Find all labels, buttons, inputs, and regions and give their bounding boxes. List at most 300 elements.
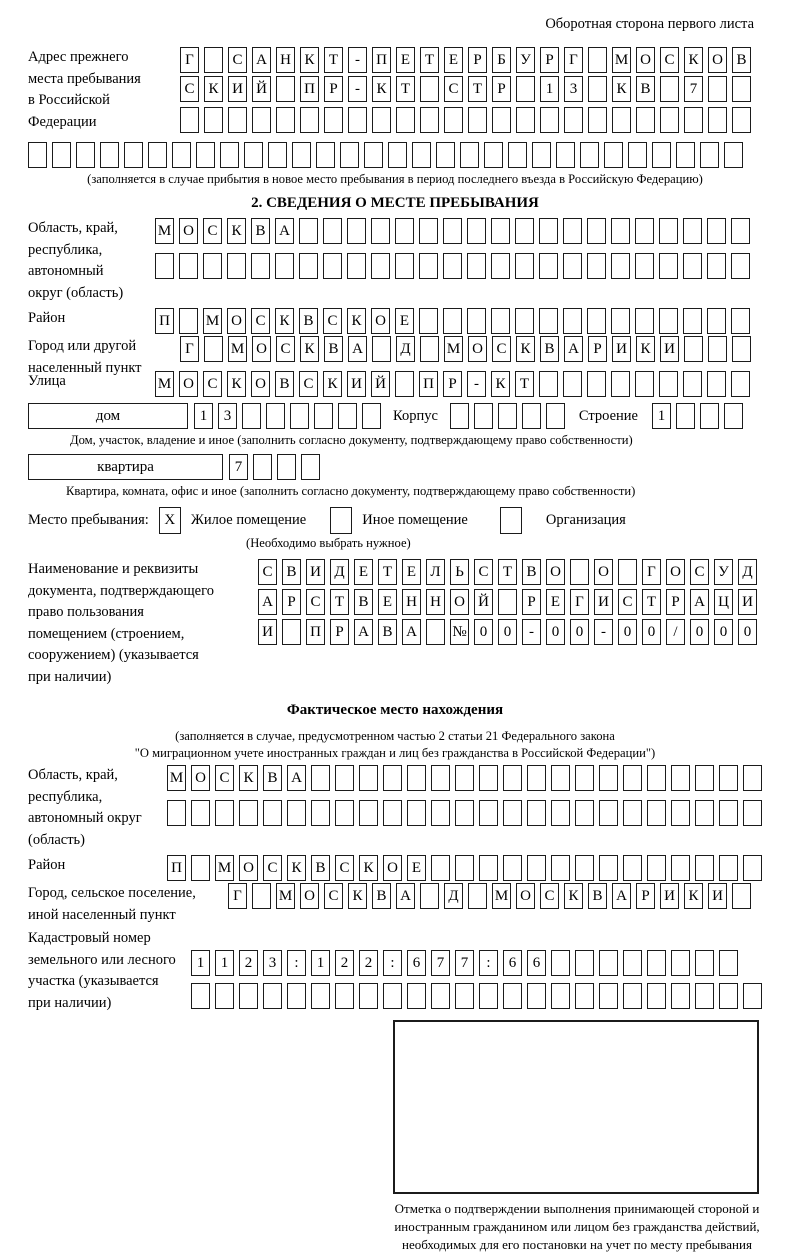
char-box[interactable] xyxy=(628,142,647,168)
char-box[interactable]: С xyxy=(203,218,222,244)
char-box[interactable] xyxy=(292,142,311,168)
char-box[interactable] xyxy=(503,983,522,1009)
char-box[interactable] xyxy=(396,107,415,133)
char-box[interactable] xyxy=(491,218,510,244)
char-box[interactable] xyxy=(484,142,503,168)
char-box[interactable]: И xyxy=(738,589,757,615)
char-box[interactable]: У xyxy=(714,559,733,585)
char-box[interactable] xyxy=(323,218,342,244)
char-box[interactable] xyxy=(52,142,71,168)
char-box[interactable] xyxy=(575,855,594,881)
char-box[interactable] xyxy=(407,983,426,1009)
char-box[interactable] xyxy=(419,308,438,334)
char-box[interactable] xyxy=(253,454,272,480)
char-box[interactable] xyxy=(647,765,666,791)
char-box[interactable]: И xyxy=(306,559,325,585)
char-box[interactable] xyxy=(276,107,295,133)
char-box[interactable]: М xyxy=(203,308,222,334)
char-box[interactable]: 0 xyxy=(690,619,709,645)
char-box[interactable]: К xyxy=(275,308,294,334)
char-box[interactable] xyxy=(503,855,522,881)
char-box[interactable]: О xyxy=(191,765,210,791)
char-box[interactable] xyxy=(700,403,719,429)
char-box[interactable] xyxy=(743,983,762,1009)
char-box[interactable] xyxy=(599,950,618,976)
char-box[interactable] xyxy=(700,142,719,168)
char-box[interactable] xyxy=(468,107,487,133)
char-box[interactable] xyxy=(359,765,378,791)
char-box[interactable] xyxy=(383,765,402,791)
char-box[interactable] xyxy=(707,253,726,279)
char-box[interactable]: С xyxy=(323,308,342,334)
char-box[interactable] xyxy=(539,308,558,334)
char-box[interactable] xyxy=(570,559,589,585)
char-box[interactable]: 1 xyxy=(215,950,234,976)
char-box[interactable]: В xyxy=(299,308,318,334)
char-box[interactable] xyxy=(707,371,726,397)
char-box[interactable]: 0 xyxy=(474,619,493,645)
char-box[interactable] xyxy=(516,107,535,133)
char-box[interactable] xyxy=(683,308,702,334)
char-box[interactable]: В xyxy=(311,855,330,881)
char-box[interactable] xyxy=(124,142,143,168)
char-box[interactable] xyxy=(599,800,618,826)
char-box[interactable]: Р xyxy=(443,371,462,397)
char-box[interactable] xyxy=(503,800,522,826)
char-box[interactable]: К xyxy=(372,76,391,102)
char-box[interactable]: П xyxy=(419,371,438,397)
char-box[interactable]: М xyxy=(444,336,463,362)
char-box[interactable] xyxy=(515,253,534,279)
char-box[interactable]: - xyxy=(348,47,367,73)
char-box[interactable]: А xyxy=(258,589,277,615)
char-box[interactable]: С xyxy=(203,371,222,397)
char-box[interactable] xyxy=(338,403,357,429)
char-box[interactable]: В xyxy=(732,47,751,73)
char-box[interactable]: П xyxy=(300,76,319,102)
char-box[interactable]: 1 xyxy=(191,950,210,976)
char-box[interactable]: Т xyxy=(330,589,349,615)
char-box[interactable]: К xyxy=(323,371,342,397)
char-box[interactable] xyxy=(604,142,623,168)
char-box[interactable]: / xyxy=(666,619,685,645)
char-box[interactable] xyxy=(563,308,582,334)
char-box[interactable] xyxy=(263,800,282,826)
char-box[interactable]: Р xyxy=(492,76,511,102)
char-box[interactable] xyxy=(431,765,450,791)
char-box[interactable] xyxy=(587,308,606,334)
char-box[interactable]: 0 xyxy=(570,619,589,645)
char-box[interactable] xyxy=(551,765,570,791)
char-box[interactable] xyxy=(347,218,366,244)
char-box[interactable] xyxy=(671,800,690,826)
char-box[interactable]: П xyxy=(155,308,174,334)
char-box[interactable]: О xyxy=(666,559,685,585)
char-box[interactable]: В xyxy=(522,559,541,585)
char-box[interactable] xyxy=(467,308,486,334)
char-box[interactable] xyxy=(618,559,637,585)
char-box[interactable] xyxy=(299,253,318,279)
char-box[interactable] xyxy=(611,308,630,334)
char-box[interactable]: Т xyxy=(420,47,439,73)
char-box[interactable]: О xyxy=(516,883,535,909)
char-box[interactable] xyxy=(732,76,751,102)
char-box[interactable]: О xyxy=(251,371,270,397)
char-box[interactable]: 3 xyxy=(218,403,237,429)
char-box[interactable] xyxy=(540,107,559,133)
char-box[interactable] xyxy=(239,983,258,1009)
char-box[interactable] xyxy=(492,107,511,133)
char-box[interactable] xyxy=(340,142,359,168)
char-box[interactable] xyxy=(479,855,498,881)
char-box[interactable] xyxy=(599,765,618,791)
char-box[interactable] xyxy=(695,855,714,881)
char-box[interactable] xyxy=(724,142,743,168)
char-box[interactable] xyxy=(587,218,606,244)
char-box[interactable] xyxy=(647,983,666,1009)
char-box[interactable] xyxy=(539,253,558,279)
char-box[interactable]: 1 xyxy=(311,950,330,976)
char-box[interactable] xyxy=(290,403,309,429)
char-box[interactable] xyxy=(300,107,319,133)
char-box[interactable] xyxy=(228,107,247,133)
char-box[interactable]: 2 xyxy=(239,950,258,976)
char-box[interactable] xyxy=(719,800,738,826)
char-box[interactable]: К xyxy=(516,336,535,362)
char-box[interactable] xyxy=(239,800,258,826)
char-box[interactable]: К xyxy=(612,76,631,102)
char-box[interactable] xyxy=(359,800,378,826)
char-box[interactable]: К xyxy=(491,371,510,397)
char-box[interactable]: О xyxy=(179,218,198,244)
char-box[interactable] xyxy=(743,855,762,881)
char-box[interactable]: Е xyxy=(378,589,397,615)
char-box[interactable] xyxy=(719,855,738,881)
char-box[interactable]: Е xyxy=(444,47,463,73)
char-box[interactable]: В xyxy=(378,619,397,645)
char-box[interactable]: Н xyxy=(402,589,421,615)
char-box[interactable]: Т xyxy=(468,76,487,102)
char-box[interactable] xyxy=(420,76,439,102)
char-box[interactable]: М xyxy=(492,883,511,909)
char-box[interactable]: С xyxy=(690,559,709,585)
char-box[interactable] xyxy=(635,218,654,244)
char-box[interactable]: П xyxy=(372,47,391,73)
char-box[interactable]: - xyxy=(467,371,486,397)
char-box[interactable] xyxy=(347,253,366,279)
char-box[interactable]: О xyxy=(179,371,198,397)
char-box[interactable]: Е xyxy=(546,589,565,615)
char-box[interactable] xyxy=(196,142,215,168)
char-box[interactable]: И xyxy=(660,336,679,362)
char-box[interactable] xyxy=(76,142,95,168)
char-box[interactable] xyxy=(635,371,654,397)
char-box[interactable]: С xyxy=(618,589,637,615)
char-box[interactable] xyxy=(311,983,330,1009)
char-box[interactable] xyxy=(676,142,695,168)
char-box[interactable] xyxy=(191,983,210,1009)
char-box[interactable] xyxy=(491,253,510,279)
char-box[interactable] xyxy=(707,308,726,334)
char-box[interactable]: 6 xyxy=(527,950,546,976)
char-box[interactable] xyxy=(575,800,594,826)
char-box[interactable] xyxy=(623,765,642,791)
char-box[interactable] xyxy=(611,371,630,397)
char-box[interactable] xyxy=(266,403,285,429)
char-box[interactable] xyxy=(455,765,474,791)
char-box[interactable]: № xyxy=(450,619,469,645)
char-box[interactable] xyxy=(527,855,546,881)
char-box[interactable] xyxy=(587,371,606,397)
char-box[interactable]: С xyxy=(335,855,354,881)
char-box[interactable] xyxy=(587,253,606,279)
char-box[interactable] xyxy=(443,308,462,334)
char-box[interactable]: М xyxy=(612,47,631,73)
char-box[interactable]: Г xyxy=(180,47,199,73)
char-box[interactable] xyxy=(719,765,738,791)
char-box[interactable]: Е xyxy=(354,559,373,585)
char-box[interactable]: Р xyxy=(588,336,607,362)
char-box[interactable]: А xyxy=(564,336,583,362)
char-box[interactable] xyxy=(647,950,666,976)
char-box[interactable]: И xyxy=(612,336,631,362)
char-box[interactable]: В xyxy=(275,371,294,397)
char-box[interactable] xyxy=(444,107,463,133)
char-box[interactable] xyxy=(364,142,383,168)
char-box[interactable]: К xyxy=(348,883,367,909)
char-box[interactable] xyxy=(683,371,702,397)
char-box[interactable] xyxy=(708,336,727,362)
char-box[interactable] xyxy=(731,218,750,244)
char-box[interactable]: 7 xyxy=(455,950,474,976)
char-box[interactable] xyxy=(676,403,695,429)
char-box[interactable]: С xyxy=(180,76,199,102)
char-box[interactable]: К xyxy=(227,371,246,397)
char-box[interactable] xyxy=(732,107,751,133)
char-box[interactable] xyxy=(611,218,630,244)
char-box[interactable]: П xyxy=(306,619,325,645)
char-box[interactable]: С xyxy=(215,765,234,791)
char-box[interactable] xyxy=(522,403,541,429)
char-box[interactable]: 1 xyxy=(540,76,559,102)
char-box[interactable]: О xyxy=(636,47,655,73)
char-box[interactable]: К xyxy=(239,765,258,791)
char-box[interactable]: Е xyxy=(395,308,414,334)
stay-type-checkbox-organization[interactable] xyxy=(500,507,522,534)
char-box[interactable]: 7 xyxy=(431,950,450,976)
char-box[interactable]: П xyxy=(167,855,186,881)
char-box[interactable] xyxy=(683,253,702,279)
char-box[interactable]: 2 xyxy=(335,950,354,976)
char-box[interactable] xyxy=(460,142,479,168)
char-box[interactable]: Й xyxy=(252,76,271,102)
char-box[interactable] xyxy=(684,107,703,133)
char-box[interactable]: Г xyxy=(570,589,589,615)
char-box[interactable] xyxy=(659,218,678,244)
char-box[interactable]: 0 xyxy=(618,619,637,645)
char-box[interactable]: К xyxy=(359,855,378,881)
char-box[interactable] xyxy=(695,800,714,826)
char-box[interactable] xyxy=(419,253,438,279)
char-box[interactable]: К xyxy=(347,308,366,334)
char-box[interactable] xyxy=(659,253,678,279)
char-box[interactable]: И xyxy=(660,883,679,909)
char-box[interactable] xyxy=(431,983,450,1009)
char-box[interactable] xyxy=(623,983,642,1009)
char-box[interactable] xyxy=(419,218,438,244)
char-box[interactable] xyxy=(588,76,607,102)
char-box[interactable]: С xyxy=(251,308,270,334)
char-box[interactable]: Р xyxy=(636,883,655,909)
char-box[interactable]: О xyxy=(239,855,258,881)
char-box[interactable] xyxy=(527,800,546,826)
char-box[interactable] xyxy=(515,308,534,334)
char-box[interactable] xyxy=(28,142,47,168)
char-box[interactable]: Т xyxy=(498,559,517,585)
char-box[interactable]: С xyxy=(276,336,295,362)
char-box[interactable]: Р xyxy=(522,589,541,615)
char-box[interactable] xyxy=(276,76,295,102)
char-box[interactable]: : xyxy=(287,950,306,976)
char-box[interactable] xyxy=(191,800,210,826)
char-box[interactable] xyxy=(252,107,271,133)
char-box[interactable] xyxy=(575,983,594,1009)
char-box[interactable] xyxy=(660,76,679,102)
char-box[interactable]: К xyxy=(300,47,319,73)
char-box[interactable]: О xyxy=(594,559,613,585)
char-box[interactable]: Р xyxy=(468,47,487,73)
char-box[interactable] xyxy=(204,336,223,362)
char-box[interactable] xyxy=(335,800,354,826)
char-box[interactable]: Н xyxy=(276,47,295,73)
char-box[interactable]: К xyxy=(564,883,583,909)
char-box[interactable] xyxy=(564,107,583,133)
char-box[interactable] xyxy=(204,47,223,73)
char-box[interactable] xyxy=(420,336,439,362)
char-box[interactable]: В xyxy=(324,336,343,362)
char-box[interactable] xyxy=(498,589,517,615)
char-box[interactable] xyxy=(443,218,462,244)
char-box[interactable]: Г xyxy=(564,47,583,73)
char-box[interactable] xyxy=(242,403,261,429)
char-box[interactable]: - xyxy=(594,619,613,645)
char-box[interactable]: В xyxy=(282,559,301,585)
char-box[interactable]: Д xyxy=(444,883,463,909)
char-box[interactable]: 0 xyxy=(714,619,733,645)
char-box[interactable] xyxy=(287,800,306,826)
char-box[interactable] xyxy=(468,883,487,909)
char-box[interactable] xyxy=(167,800,186,826)
char-box[interactable]: Т xyxy=(378,559,397,585)
char-box[interactable]: 7 xyxy=(684,76,703,102)
char-box[interactable]: С xyxy=(324,883,343,909)
char-box[interactable] xyxy=(695,983,714,1009)
char-box[interactable]: : xyxy=(383,950,402,976)
char-box[interactable] xyxy=(179,308,198,334)
char-box[interactable]: С xyxy=(299,371,318,397)
char-box[interactable]: И xyxy=(594,589,613,615)
char-box[interactable] xyxy=(588,47,607,73)
char-box[interactable]: Т xyxy=(515,371,534,397)
char-box[interactable]: М xyxy=(155,218,174,244)
char-box[interactable] xyxy=(191,855,210,881)
char-box[interactable]: С xyxy=(540,883,559,909)
char-box[interactable]: А xyxy=(396,883,415,909)
char-box[interactable] xyxy=(148,142,167,168)
char-box[interactable]: 3 xyxy=(564,76,583,102)
char-box[interactable]: Г xyxy=(180,336,199,362)
char-box[interactable] xyxy=(684,336,703,362)
char-box[interactable]: Р xyxy=(324,76,343,102)
char-box[interactable]: Р xyxy=(330,619,349,645)
char-box[interactable]: М xyxy=(155,371,174,397)
char-box[interactable]: Ь xyxy=(450,559,469,585)
char-box[interactable] xyxy=(683,218,702,244)
char-box[interactable] xyxy=(282,619,301,645)
char-box[interactable] xyxy=(431,855,450,881)
char-box[interactable]: О xyxy=(300,883,319,909)
char-box[interactable]: 3 xyxy=(263,950,282,976)
char-box[interactable] xyxy=(659,308,678,334)
char-box[interactable] xyxy=(479,765,498,791)
char-box[interactable] xyxy=(732,336,751,362)
char-box[interactable] xyxy=(324,107,343,133)
char-box[interactable] xyxy=(731,253,750,279)
char-box[interactable]: О xyxy=(371,308,390,334)
char-box[interactable]: - xyxy=(348,76,367,102)
char-box[interactable]: О xyxy=(227,308,246,334)
char-box[interactable] xyxy=(491,308,510,334)
char-box[interactable] xyxy=(420,883,439,909)
char-box[interactable] xyxy=(412,142,431,168)
char-box[interactable] xyxy=(575,765,594,791)
char-box[interactable] xyxy=(455,983,474,1009)
char-box[interactable]: 0 xyxy=(546,619,565,645)
char-box[interactable]: А xyxy=(348,336,367,362)
char-box[interactable] xyxy=(450,403,469,429)
char-box[interactable] xyxy=(155,253,174,279)
char-box[interactable]: Д xyxy=(396,336,415,362)
char-box[interactable]: И xyxy=(228,76,247,102)
char-box[interactable] xyxy=(743,765,762,791)
char-box[interactable] xyxy=(636,107,655,133)
char-box[interactable] xyxy=(301,454,320,480)
char-box[interactable] xyxy=(556,142,575,168)
char-box[interactable] xyxy=(244,142,263,168)
char-box[interactable] xyxy=(467,218,486,244)
char-box[interactable] xyxy=(551,950,570,976)
char-box[interactable] xyxy=(420,107,439,133)
char-box[interactable]: Р xyxy=(282,589,301,615)
char-box[interactable]: В xyxy=(251,218,270,244)
char-box[interactable] xyxy=(227,253,246,279)
char-box[interactable] xyxy=(527,983,546,1009)
char-box[interactable] xyxy=(508,142,527,168)
char-box[interactable]: В xyxy=(354,589,373,615)
char-box[interactable] xyxy=(335,983,354,1009)
char-box[interactable] xyxy=(539,218,558,244)
char-box[interactable] xyxy=(623,800,642,826)
char-box[interactable]: : xyxy=(479,950,498,976)
char-box[interactable] xyxy=(275,253,294,279)
char-box[interactable] xyxy=(551,800,570,826)
char-box[interactable] xyxy=(611,253,630,279)
char-box[interactable] xyxy=(623,855,642,881)
char-box[interactable]: О xyxy=(468,336,487,362)
char-box[interactable] xyxy=(388,142,407,168)
char-box[interactable] xyxy=(395,218,414,244)
char-box[interactable] xyxy=(252,883,271,909)
